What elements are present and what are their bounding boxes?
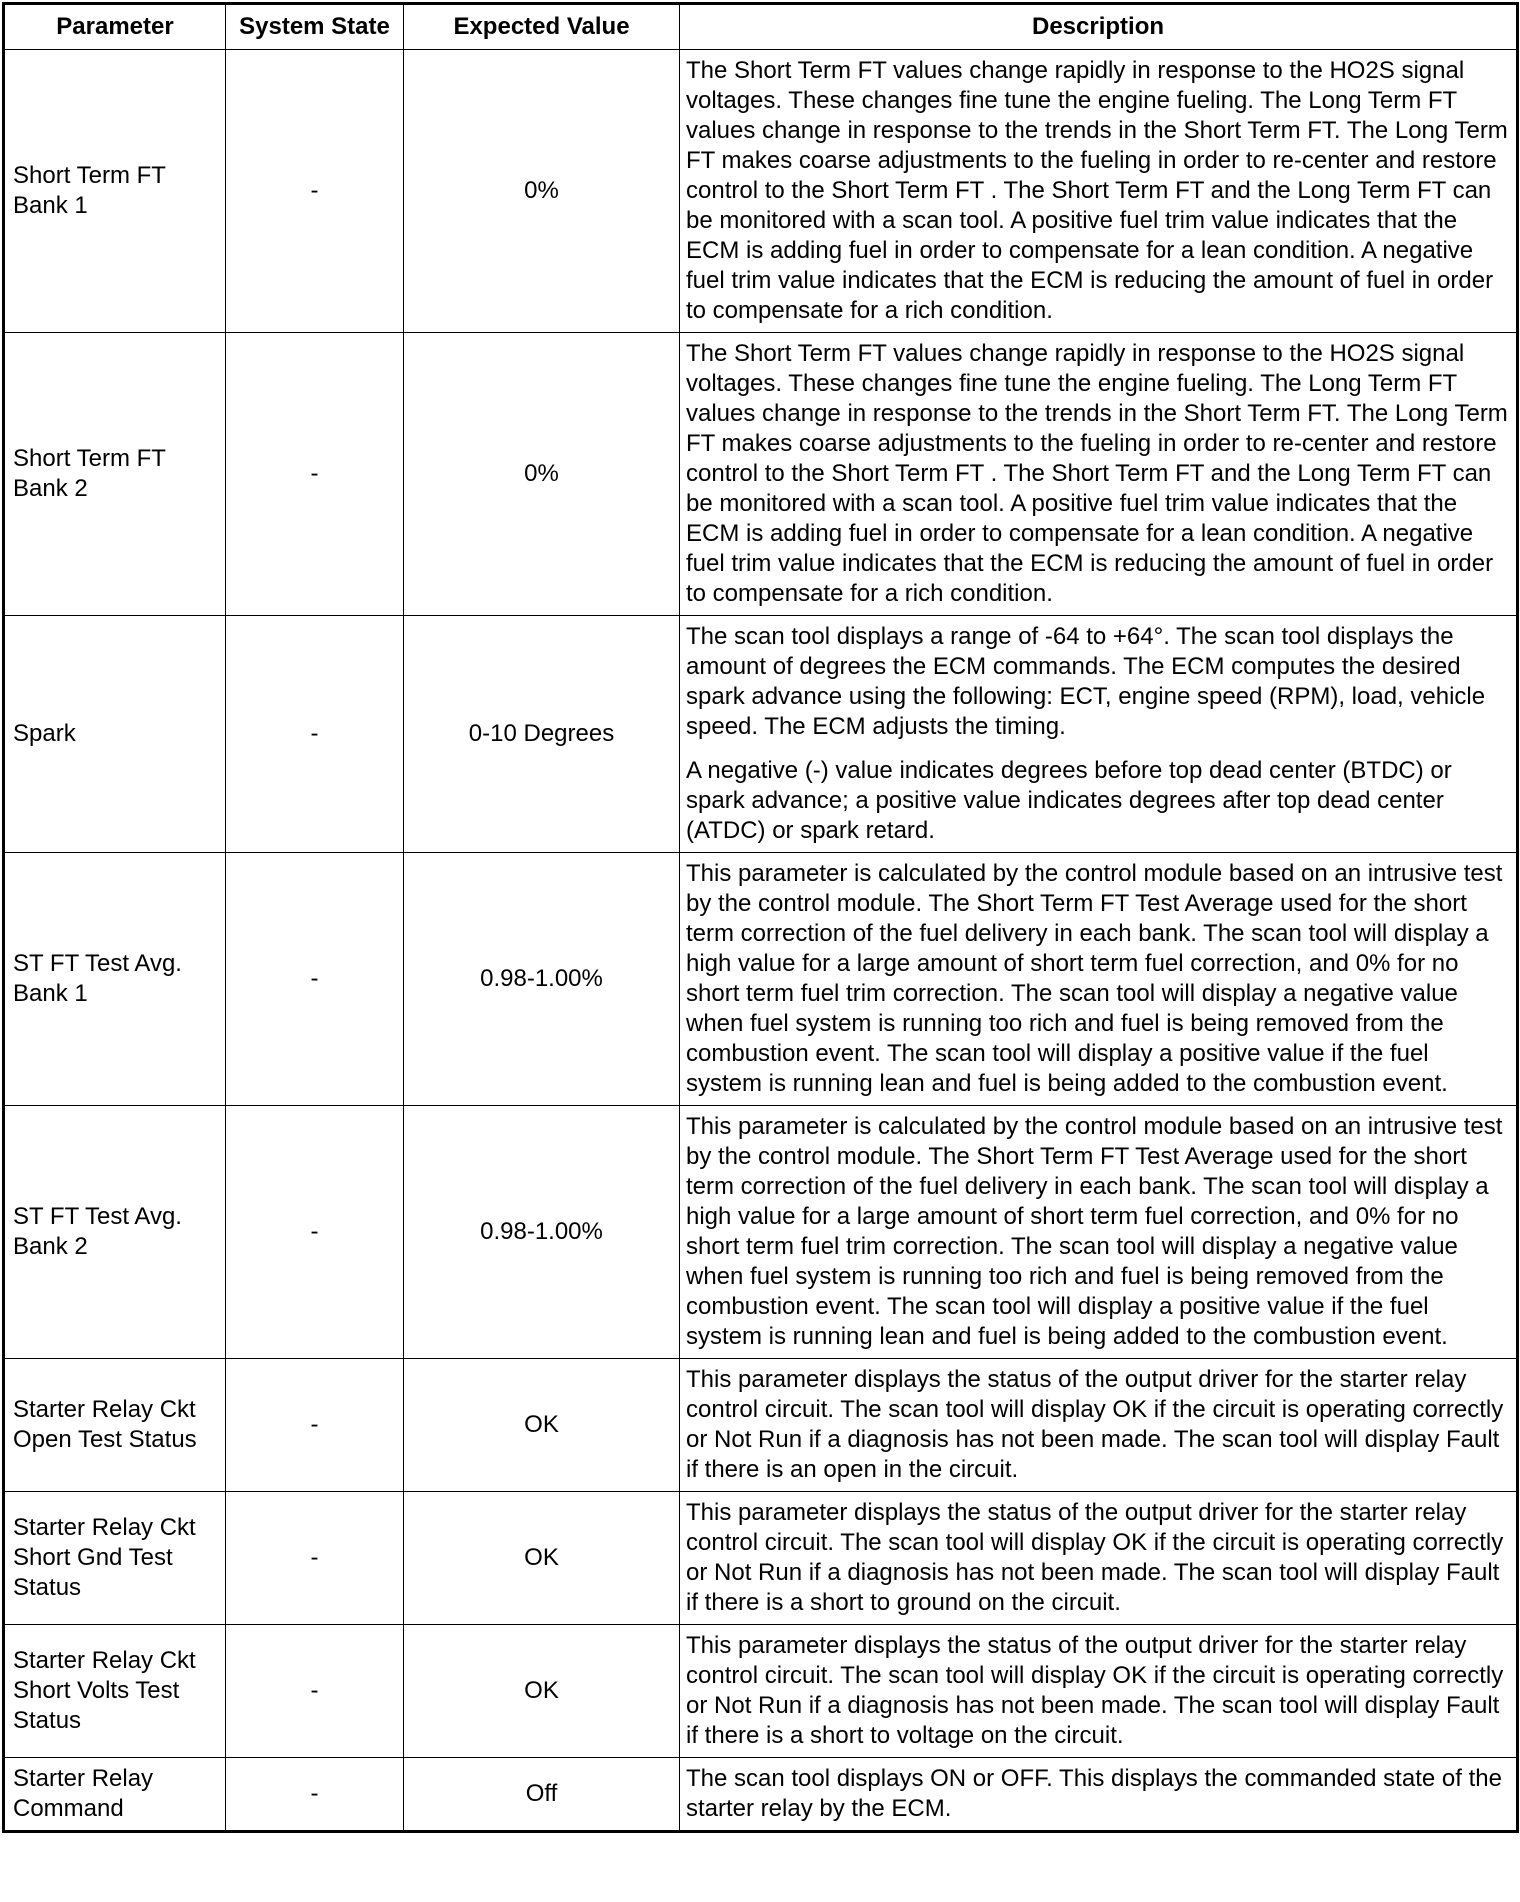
description-paragraph: A negative (-) value indicates degrees before top dead center (BTDC) or spark advance; a positive value indicates degrees after top dead center (ATDC) or spark retard. xyxy=(686,757,1452,844)
description-paragraph: The scan tool displays a range of -64 to +64°. The scan tool displays the amount of degrees the ECM commands. The ECM computes the desired spark advance using the following: ECT, engine speed (RPM), load, vehicle speed. The ECM adjusts the timing. xyxy=(686,623,1486,740)
description-paragraph: This parameter displays the status of the output driver for the starter relay control circuit. The scan tool will display OK if the circuit is operating correctly or Not Run if a diagnosis has not been made. The scan tool will display Fault if there is an open in the circuit. xyxy=(686,1366,1504,1483)
expected-value-cell: OK xyxy=(404,1359,680,1492)
system-state-cell: - xyxy=(226,853,404,1106)
table-row xyxy=(4,50,1518,333)
table-row xyxy=(4,333,1518,616)
description-cell xyxy=(680,853,1518,1106)
parameter-cell: Starter Relay Ckt Short Volts Test Status xyxy=(4,1625,226,1758)
expected-value-cell: OK xyxy=(404,1492,680,1625)
system-state-cell: - xyxy=(226,333,404,616)
expected-value-cell: Off xyxy=(404,1758,680,1832)
system-state-cell: - xyxy=(226,616,404,853)
parameter-cell: Short Term FT Bank 2 xyxy=(4,333,226,616)
description-cell xyxy=(680,616,1518,853)
header-system-state: System State xyxy=(226,4,404,50)
table-row xyxy=(4,1359,1518,1492)
table-row xyxy=(4,1758,1518,1832)
expected-value-cell: 0.98-1.00% xyxy=(404,1106,680,1359)
expected-value-cell: 0% xyxy=(404,50,680,333)
parameter-cell: Starter Relay Command xyxy=(4,1758,226,1832)
description-cell xyxy=(680,1625,1518,1758)
parameter-cell: ST FT Test Avg. Bank 1 xyxy=(4,853,226,1106)
parameter-cell: Starter Relay Ckt Open Test Status xyxy=(4,1359,226,1492)
expected-value-cell: OK xyxy=(404,1625,680,1758)
description-paragraph: The Short Term FT values change rapidly in response to the HO2S signal voltages. These changes fine tune the engine fueling. The Long Term FT values change in response to the trends in the Short Term FT. The Long Term FT makes coarse adjustments to the fueling in order to re-center and restore control to the Short Term FT . The Short Term FT and the Long Term FT can be monitored with a scan tool. A positive fuel trim value indicates that the ECM is adding fuel in order to compensate for a lean condition. A negative fuel trim value indicates that the ECM is reducing the amount of fuel in order to compensate for a rich condition. xyxy=(686,57,1508,324)
description-paragraph: This parameter displays the status of the output driver for the starter relay control circuit. The scan tool will display OK if the circuit is operating correctly or Not Run if a diagnosis has not been made. The scan tool will display Fault if there is a short to voltage on the circuit. xyxy=(686,1632,1504,1749)
system-state-cell: - xyxy=(226,1758,404,1832)
system-state-cell: - xyxy=(226,1106,404,1359)
description-cell xyxy=(680,1492,1518,1625)
parameter-cell: Starter Relay Ckt Short Gnd Test Status xyxy=(4,1492,226,1625)
table-row xyxy=(4,616,1518,853)
table-container xyxy=(2,2,1519,1833)
parameter-cell: ST FT Test Avg. Bank 2 xyxy=(4,1106,226,1359)
header-description: Description xyxy=(680,4,1518,50)
parameter-cell: Spark xyxy=(4,616,226,853)
expected-value-cell: 0% xyxy=(404,333,680,616)
table-row xyxy=(4,1492,1518,1625)
description-cell xyxy=(680,1359,1518,1492)
description-cell xyxy=(680,1106,1518,1359)
header-row xyxy=(4,4,1518,50)
table-row xyxy=(4,1106,1518,1359)
table-row xyxy=(4,1625,1518,1758)
description-paragraph: This parameter is calculated by the control module based on an intrusive test by the control module. The Short Term FT Test Average used for the short term correction of the fuel delivery in each bank. The scan tool will display a high value for a large amount of short term fuel correction, and 0% for no short term fuel trim correction. The scan tool will display a negative value when fuel system is running too rich and fuel is being removed from the combustion event. The scan tool will display a positive value if the fuel system is running lean and fuel is being added to the combustion event. xyxy=(686,1113,1503,1350)
system-state-cell: - xyxy=(226,1359,404,1492)
parameter-cell: Short Term FT Bank 1 xyxy=(4,50,226,333)
system-state-cell: - xyxy=(226,1625,404,1758)
description-cell xyxy=(680,333,1518,616)
header-parameter: Parameter xyxy=(4,4,226,50)
description-cell xyxy=(680,50,1518,333)
description-paragraph: This parameter is calculated by the control module based on an intrusive test by the control module. The Short Term FT Test Average used for the short term correction of the fuel delivery in each bank. The scan tool will display a high value for a large amount of short term fuel correction, and 0% for no short term fuel trim correction. The scan tool will display a negative value when fuel system is running too rich and fuel is being removed from the combustion event. The scan tool will display a positive value if the fuel system is running lean and fuel is being added to the combustion event. xyxy=(686,860,1503,1097)
table-body xyxy=(4,50,1518,1832)
description-paragraph: The Short Term FT values change rapidly in response to the HO2S signal voltages. These changes fine tune the engine fueling. The Long Term FT values change in response to the trends in the Short Term FT. The Long Term FT makes coarse adjustments to the fueling in order to re-center and restore control to the Short Term FT . The Short Term FT and the Long Term FT can be monitored with a scan tool. A positive fuel trim value indicates that the ECM is adding fuel in order to compensate for a lean condition. A negative fuel trim value indicates that the ECM is reducing the amount of fuel in order to compensate for a rich condition. xyxy=(686,340,1508,607)
system-state-cell: - xyxy=(226,50,404,333)
description-paragraph: The scan tool displays ON or OFF. This displays the commanded state of the starter relay by the ECM. xyxy=(686,1765,1502,1822)
expected-value-cell: 0.98-1.00% xyxy=(404,853,680,1106)
table-row xyxy=(4,853,1518,1106)
description-cell xyxy=(680,1758,1518,1832)
header-expected-value: Expected Value xyxy=(404,4,680,50)
parameter-table xyxy=(2,2,1519,1833)
system-state-cell: - xyxy=(226,1492,404,1625)
description-paragraph: This parameter displays the status of the output driver for the starter relay control circuit. The scan tool will display OK if the circuit is operating correctly or Not Run if a diagnosis has not been made. The scan tool will display Fault if there is a short to ground on the circuit. xyxy=(686,1499,1504,1616)
expected-value-cell: 0-10 Degrees xyxy=(404,616,680,853)
